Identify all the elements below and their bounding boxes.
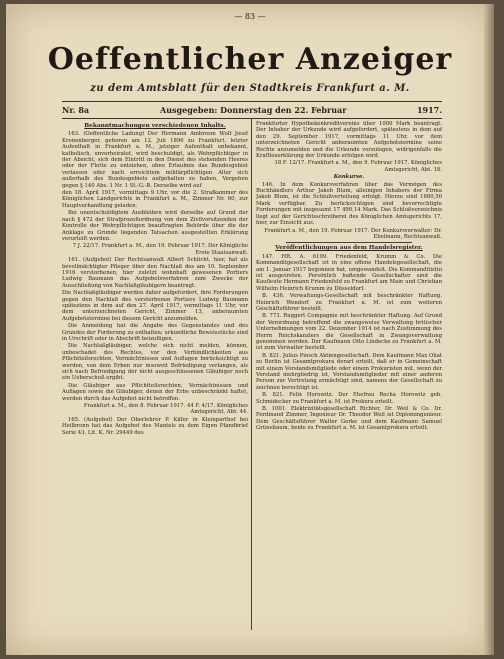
page-number: — 83 — [234, 12, 266, 21]
notice-paragraph: B. 1001. Elektrizitätsgesellschaft Richter, Dr. Weil & Co. Dr. Ferdinand Zimmer, Ingenieur Dr. Theodor Weil ist Diplomingenieur. Dem Geschäftsführer Walter Gerke und dem Kaufmann Samuel Grünebaum, beide zu Frankfurt a. M. ist Gesamtprokura erteilt. [256, 406, 442, 432]
notice-paragraph: 147. HR. A. 6199. Friedenfeld, Krumm & Co. Die Kommanditgesellschaft ist in eine offene Handelsgesellschaft, die am 1. Januar 1917 begonnen hat, umgewandelt. Die Kommanditistin ist ausgetreten. Persönlich haftende Gesellschafter sind die Kaufleute Hermann Friedenfeld zu Frankfurt am Main und Christian Wilhelm Heinrich Krumm zu Düsseldorf. [256, 253, 442, 292]
notice-signature: Frankfurt a. M., den 19. Februar 1917. Der Konkursverwalter: Dr. Ebelmann, Rechtsanwalt. [264, 227, 442, 240]
notice-paragraph: B. 821. Julius Pinsch Aktiengesellschaft. Dem Kaufmann Max Oliat zu Berlin ist Gesamtprokura derart erteilt, daß er in Gemeinschaft mit einem Vorstandsmitgliede oder einem Prokuristen mit, wenn der Vorstand mehrgliedrig ist, Vorstandsmitglieder mit einer anderen Person zur Vertretung ermächtigt sind, namens der Gesellschaft zu zeichnen berechtigt ist. [256, 352, 442, 391]
left-column [62, 121, 248, 633]
notice-paragraph: B. 821. Felix Horowitz. Der Ehefrau Recha Horowitz geb. Schmidecker zu Frankfurt a. M. ist Prokura erteilt. [256, 392, 442, 405]
page-binding-edge [484, 4, 494, 655]
notice-paragraph: 165. (Aufgebot) Der Oberlehrer P. Käfer in Kleinparthof bei Heilbronn hat das Aufgebot des Mantels zu dem Eigen Pfandbrief Serie 43, Lit. K. Nr. 29449 des [62, 416, 248, 436]
notice-paragraph: den 18. April 1917, vormittags 9 Uhr, vor die 2. Strafkammer des Königlichen Landgerichts in Frankfurt a. M., Zimmer Nr. 60, zur Hauptverhandlung geladen. [62, 190, 248, 209]
publication-subtitle: zu dem Amtsblatt für den Stadtkreis Frankfurt a. M. [90, 83, 410, 94]
section-heading: Veröffentlichungen aus dem Handelsregister. [275, 245, 423, 252]
notice-paragraph: Bei unentschuldigtem Ausbleiben wird derselbe auf Grund der nach § 472 der Strafprozeßordnung von dem Zivilvorsitzenden der Kontrolle der Wehrpflichtigen beauftragten Behörde über die der Anklage zu Grunde liegenden Tatsachen ausgestellten Erklärung verurteilt werden. [62, 210, 248, 242]
notice-paragraph: Die Anmeldung hat die Angabe des Gegenstandes und des Grundes der Forderung zu enthalten; urkundliche Beweisstücke sind in Urschrift oder in Abschrift beizufügen. [62, 323, 248, 342]
notice-paragraph: Die Nachlaßgläubiger werden daher aufgefordert, ihre Forderungen gegen den Nachlaß des verstorbenen Portiers Ludwig Baumann spätestens in dem auf den 27. April 1917, vormittags 11 Uhr, vor dem unterzeichneten Gericht, Zimmer 13, anberaumten Aufgebotstermine bei diesem Gericht anzumelden. [62, 290, 248, 322]
notice-paragraph: B. 773. Ruggert Compagnie mit beschränkter Haftung. Auf Grund der Verordnung betreffend die zwangsweise Verwaltung britischer Unternehmungen vom 22. Dezember 1914 ist nach Zustimmung des Herrn Reichskanzlers die Gesellschaft in Zwangsverwaltung genommen worden. Der Kaufmann Otto Lindecke zu Frankfurt a. M. ist zum Verwalter bestellt. [256, 313, 442, 352]
issue-date: Ausgegeben: Donnerstag den 22. Februar [160, 105, 347, 115]
section-heading: Bekanntmachungen verschiedenen Inhalts. [84, 123, 226, 129]
issue-line [62, 105, 442, 117]
notice-paragraph: 163. (Oeffentliche Ladung) Der Hermann Ambrosm Wolf Josef Kronenberger, geboren am 12. Juli 1896 zu Frankfurt, letzter Aufenthalt in Frankfurt a. M., jetziger Aufenthalt unbekannt, katholisch, unverheiratet, wird beschuldigt, als Wehrpflichtiger in der Absicht, sich dem Eintritt in den Dienst des stehenden Heeres oder der Flotte zu entziehen, ohne Erlaubnis das Bundesgebiet verlassen oder nach erreichtem militärpflichtigen Alter sich außerhalb des Bundesgebiets aufgehalten zu haben, Vergehen gegen § 140 Abs. 1 Nr. 1 St.-G.-B. Derselbe wird auf [62, 131, 248, 189]
notice-paragraph: Die Gläubiger aus Pflichtteilsrechten, Vermächtnissen und Auflagen sowie die Gläubiger, denen der Erbe unbeschränkt haftet, werden durch das Aufgebot nicht betroffen. [62, 382, 248, 402]
notice-paragraph: Frankfurter Hypothekenkreditvereins über 1000 Mark beantragt. Der Inhaber der Urkunde wird aufgefordert, spätestens in dem auf den 29. September 1917, vormittags 11 Uhr, vor dem unterzeichneten Gericht anberaumten Aufgebotstermine seine Rechte anzumelden und die Urkunde vorzulegen, widrigenfalls die Kraftloserklärung der Urkunde erfolgen wird. [256, 121, 442, 160]
notice-paragraph: 161. (Aufgebot) Der Rechtsanwalt Albert Schlicht, hier, hat als bevollmächtigter Pfleger über den Nachlaß des am 10. September 1916 verstorbenen, hier zuletzt wohnhaft gewesenen Portiers Ludwig Baumann das Aufgebotsverfahren zum Zwecke der Ausschließung von Nachlaßgläubigern beantragt. [62, 257, 248, 289]
header-rule-bottom [62, 118, 442, 119]
section-divider [286, 242, 412, 243]
notice-signature: 7 J. 22/17. Frankfurt a. M., den 19. Februar 1917. Der Königliche Erste Staatsanwalt. [72, 243, 248, 256]
notice-paragraph: Die Nachlaßgläubiger, welche sich nicht melden, können, unbeschadet des Rechtes, vor den Verbindlichkeiten aus Pflichtteilsrechten, Vermächtnissen und Auflagen berücksichtigt zu werden, von dem Erben nur insoweit Befriedigung verlangen, als sich nach Befriedigung der nicht ausgeschlossenen Gläubiger noch ein Ueberschuß ergibt. [62, 343, 248, 382]
notice-signature: Frankfurt a. M., den 8. Februar 1917. 44 F. 4/17. Königliches Amtsgericht, Abt. 44. [83, 403, 248, 416]
notice-paragraph: 146. In dem Konkursverfahren über das Vermögen des Buchhändlers Arthur Jakob Blum, alleinigen Inhabers der Firma Jakob Blum, ist die Schlußverteilung erfolgt. Hierzu sind 1680,50 Mark verfügbar. Zu berücksichtigen sind bevorrechtigte Forderungen mit insgesamt 17 490,14 Mark. Das Schlußverzeichnis liegt auf der Gerichtsschreiberei des Königlichen Amtsgerichts 17, hier, zur Einsicht aus. [256, 181, 442, 227]
column-divider [251, 118, 252, 630]
newspaper-page [6, 4, 494, 655]
issue-number: Nr. 8a [62, 105, 90, 115]
publication-title: Oeffentlicher Anzeiger [47, 42, 453, 77]
issue-year: 1917. [416, 105, 442, 115]
header-rule-top [62, 101, 442, 102]
right-column [256, 121, 442, 633]
notice-signature: 18 F. 12/17. Frankfurt a. M., den 9. Februar 1917. Königliches Amtsgericht, Abt. 18. [274, 160, 442, 173]
subsection-heading: Konkurse. [333, 174, 365, 181]
notice-paragraph: B. 436. Verwaltungs-Gesellschaft mit beschränkter Haftung. Heinrich Wendorf zu Frankfurt a. M. ist zum weiteren Geschäftsführer bestellt. [256, 293, 442, 312]
